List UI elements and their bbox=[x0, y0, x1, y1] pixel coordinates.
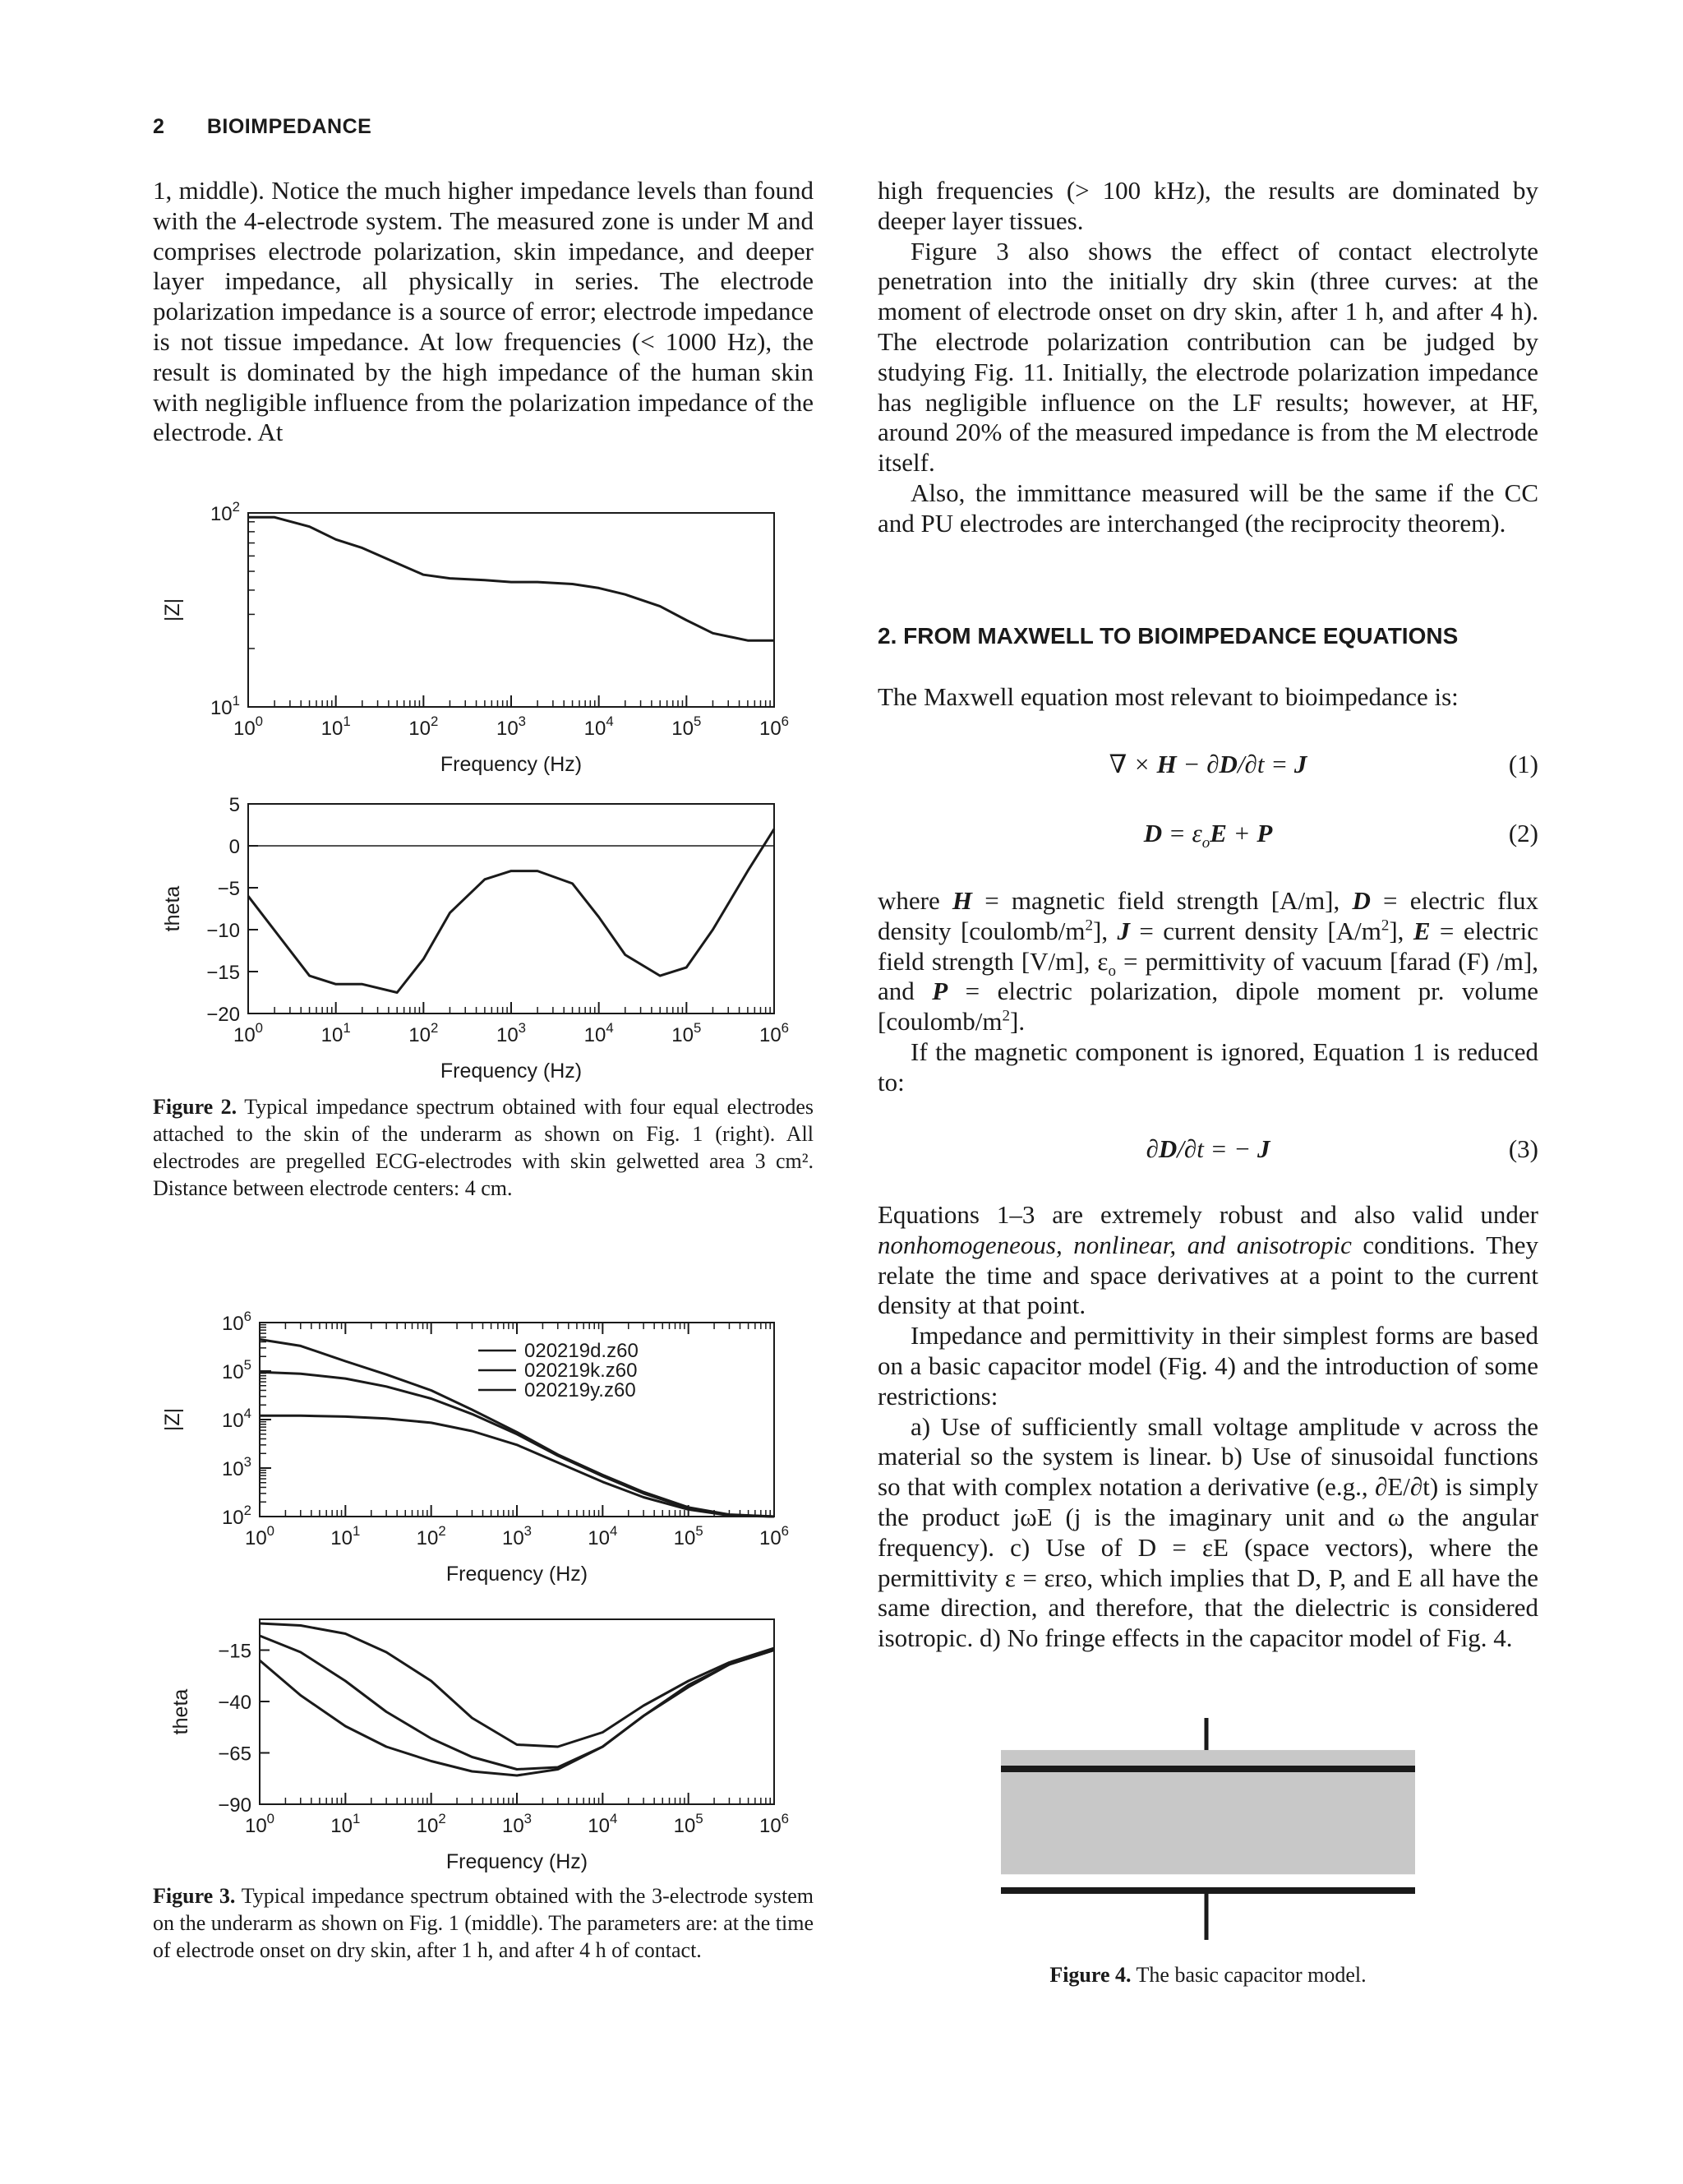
y-axis-label: |Z| bbox=[161, 598, 184, 622]
y-tick-label: $10^3$ bbox=[221, 1454, 251, 1480]
x-axis-label: Frequency (Hz) bbox=[440, 753, 583, 776]
def-eps: permittivity of vacuum [farad (F) /m], and bbox=[878, 946, 1538, 1006]
paragraph: The Maxwell equation most relevant to bioimpedance is: bbox=[878, 682, 1459, 711]
paragraph: Figure 3 also shows the effect of contact electrolyte penetration into the initially dry skin (three curves: at the moment of electrode onset on dry skin, after 1 h, and after 4 h). The electrode polarization contribution can be judged by studying Fig. 11. Initially, the electrode polarization impedance has negligible influence on the LF results; however, at HF, around 20% of the measured impedance is from the M electrode itself. bbox=[878, 236, 1538, 478]
caption-text: Typical impedance spectrum obtained with the 3-electrode system on the underarm as shown on Fig. 1 (middle). The parameters are: at the time of electrode onset on dry skin, after 1 h, and after 4 h of contact. bbox=[153, 1884, 814, 1962]
x-tick-label: $10^0$ bbox=[233, 1020, 264, 1046]
x-tick-label: $10^6$ bbox=[759, 1811, 790, 1837]
x-tick-label: $10^2$ bbox=[416, 1523, 446, 1549]
def-h: magnetic field strength [A/m], bbox=[1011, 886, 1340, 915]
y-tick-label: −65 bbox=[218, 1743, 251, 1766]
paragraph: Also, the immittance measured will be the same if the CC and PU electrodes are interchanged (the reciprocity theorem). bbox=[878, 478, 1538, 538]
y-tick-label: −15 bbox=[206, 962, 240, 984]
caption-label: Figure 4. bbox=[1049, 1963, 1132, 1987]
page-number: 2 bbox=[153, 115, 165, 138]
equation-2: $D = \varepsilon_oE + P$ (2) bbox=[1143, 819, 1538, 852]
legend-label: 020219y.z60 bbox=[524, 1379, 636, 1401]
text-run: Equations 1–3 are extremely robust and also valid under bbox=[878, 1200, 1538, 1229]
caption-text: The basic capacitor model. bbox=[1136, 1963, 1367, 1987]
x-tick-label: $10^2$ bbox=[416, 1811, 446, 1837]
y-tick-label: −20 bbox=[206, 1004, 240, 1026]
series-line bbox=[248, 829, 774, 993]
fig2-magnitude-chart bbox=[153, 493, 810, 777]
def-e: electric field strength [V/m], bbox=[878, 916, 1539, 976]
def-j: current density [A/m bbox=[1163, 916, 1381, 945]
x-tick-label: $10^3$ bbox=[496, 1020, 527, 1046]
y-axis-label: |Z| bbox=[161, 1407, 184, 1432]
x-tick-label: $10^2$ bbox=[408, 713, 439, 740]
x-tick-label: $10^6$ bbox=[759, 713, 790, 740]
x-tick-label: $10^0$ bbox=[244, 1523, 275, 1549]
series-line bbox=[248, 517, 774, 640]
equation-1: ∇ × H − ∂D/∂t = J (1) bbox=[1109, 750, 1538, 778]
left-column-text bbox=[153, 176, 814, 448]
capacitor-diagram bbox=[994, 1718, 1422, 1948]
figure4-caption bbox=[878, 1963, 1538, 1988]
x-tick-label: $10^6$ bbox=[759, 1523, 790, 1549]
y-tick-label: $10^6$ bbox=[221, 1309, 251, 1335]
x-tick-label: $10^4$ bbox=[583, 713, 614, 740]
y-tick-label: 0 bbox=[228, 836, 240, 858]
equation-number: (2) bbox=[1508, 819, 1538, 847]
fig2-phase-chart bbox=[153, 796, 810, 1085]
x-tick-label: $10^5$ bbox=[671, 1020, 702, 1046]
equation-number: (3) bbox=[1508, 1134, 1538, 1163]
figure3-caption bbox=[153, 1882, 814, 1964]
x-tick-label: $10^2$ bbox=[408, 1020, 439, 1046]
series-line bbox=[260, 1623, 774, 1747]
text-run-italic: nonhomogeneous, nonlinear, and anisotropic bbox=[878, 1230, 1352, 1259]
x-tick-label: $10^6$ bbox=[759, 1020, 790, 1046]
fig3-phase-chart bbox=[153, 1603, 810, 1873]
series-line bbox=[260, 1340, 774, 1517]
fig3-magnitude-chart bbox=[153, 1303, 810, 1586]
y-tick-label: $10^2$ bbox=[210, 499, 240, 525]
series-line bbox=[260, 1636, 774, 1770]
x-tick-label: $10^5$ bbox=[673, 1811, 703, 1837]
text-run: conditions. They relate the time and space derivatives at a point to the current density at that point. bbox=[878, 1230, 1538, 1320]
equation-number: (1) bbox=[1508, 750, 1538, 778]
series-line bbox=[260, 1651, 774, 1776]
x-tick-label: $10^4$ bbox=[583, 1020, 614, 1046]
bottom-plate bbox=[1001, 1887, 1415, 1894]
paragraph: 1, middle). Notice the much higher impedance levels than found with the 4-electrode system. The measured zone is under M and comprises electrode polarization, skin impedance, and deeper layer impedance, all physically in series. The electrode polarization impedance is a source of error; electrode impedance is not tissue impedance. At low frequencies (< 1000 Hz), the result is dominated by the high impedance of the human skin with negligible influence from the polarization impedance of the electrode. At bbox=[153, 176, 814, 447]
paragraph: Impedance and permittivity in their simplest forms are based on a basic capacitor model (Fig. 4) and the introduction of some restrictions: bbox=[878, 1321, 1538, 1411]
y-tick-label: 5 bbox=[228, 794, 240, 816]
right-column-text-bottom bbox=[878, 1200, 1538, 1654]
x-tick-label: $10^1$ bbox=[320, 1020, 351, 1046]
x-tick-label: $10^1$ bbox=[330, 1523, 361, 1549]
y-tick-label: $10^5$ bbox=[221, 1357, 251, 1383]
caption-label: Figure 3. bbox=[153, 1884, 236, 1908]
caption-text: Typical impedance spectrum obtained with four equal electrodes attached to the skin of the underarm as shown on Fig. 1 (right). All electrodes are pregelled ECG-electrodes with skin gelwetted area 3 cm². Distance between electrode centers: 4 cm. bbox=[153, 1095, 814, 1200]
y-tick-label: −15 bbox=[218, 1640, 251, 1663]
x-tick-label: $10^4$ bbox=[588, 1811, 618, 1837]
y-tick-label: −40 bbox=[218, 1692, 251, 1714]
def-d: electric flux density [coulomb/m bbox=[878, 886, 1539, 945]
running-header bbox=[153, 115, 371, 139]
symbol-definitions: where H = magnetic field strength [A/m], D = electric flux density $[coulomb/m^2]$, J = current density $[A/m^2]$, E = electric field strength [V/m], $\varepsilon_o$ = permittivity of vacuum [farad (F) /m], and P = electric polarization, dipole moment pr. volume $[coulomb/m^2]$. If the magnetic component is ignored, Equation 1 is reduced to: bbox=[878, 886, 1539, 1097]
y-tick-label: $10^4$ bbox=[221, 1406, 251, 1432]
x-tick-label: $10^3$ bbox=[496, 713, 527, 740]
x-tick-label: $10^5$ bbox=[673, 1523, 703, 1549]
x-axis-label: Frequency (Hz) bbox=[445, 1850, 588, 1873]
right-column-text-top bbox=[878, 176, 1538, 539]
y-tick-label: $10^1$ bbox=[210, 693, 240, 719]
y-axis-label: theta bbox=[161, 885, 184, 932]
figure2-caption bbox=[153, 1093, 814, 1202]
equation-3: ∂D/∂t = − J (3) bbox=[1146, 1134, 1538, 1163]
maxwell-intro bbox=[878, 682, 1538, 713]
legend-label: 020219k.z60 bbox=[524, 1360, 638, 1382]
legend-label: 020219d.z60 bbox=[524, 1340, 639, 1362]
journal-title: BIOIMPEDANCE bbox=[206, 115, 372, 138]
y-tick-label: −5 bbox=[217, 878, 240, 900]
x-tick-label: $10^3$ bbox=[501, 1811, 533, 1837]
paragraph: high frequencies (> 100 kHz), the results are dominated by deeper layer tissues. bbox=[878, 176, 1538, 235]
def-p: electric polarization, dipole moment pr. volume [coulomb/m bbox=[878, 977, 1538, 1037]
x-tick-label: $10^5$ bbox=[671, 713, 702, 740]
x-tick-label: $10^0$ bbox=[244, 1811, 275, 1837]
caption-label: Figure 2. bbox=[153, 1095, 237, 1119]
y-tick-label: −90 bbox=[218, 1794, 251, 1817]
x-tick-label: $10^4$ bbox=[588, 1523, 618, 1549]
x-tick-label: $10^1$ bbox=[330, 1811, 361, 1837]
y-tick-label: −10 bbox=[206, 920, 240, 942]
x-tick-label: $10^0$ bbox=[233, 713, 264, 740]
top-plate bbox=[1001, 1766, 1415, 1772]
paragraph: a) Use of sufficiently small voltage amplitude v across the material so the system is linear. b) Use of sinusoidal functions so that with complex notation a derivative (e.g., ∂E/∂t) is simply the product jωE (j is the imaginary unit and ω the angular frequency). c) Use of D = εE (space vectors), where the permittivity ε = εrεo, which implies that D, P, and E all have the same direction, and therefore, that the dielectric is considered isotropic. d) No fringe effects in the capacitor model of Fig. 4. bbox=[878, 1411, 1538, 1653]
y-axis-label: theta bbox=[169, 1688, 192, 1735]
plot-frame bbox=[248, 513, 774, 707]
section-title: 2. FROM MAXWELL TO BIOIMPEDANCE EQUATIONS bbox=[878, 623, 1459, 649]
x-tick-label: $10^1$ bbox=[320, 713, 351, 740]
plot-frame bbox=[260, 1323, 774, 1517]
x-axis-label: Frequency (Hz) bbox=[440, 1060, 583, 1083]
y-tick-label: $10^2$ bbox=[221, 1503, 251, 1529]
paragraph: If the magnetic component is ignored, Equation 1 is reduced to: bbox=[878, 1037, 1538, 1097]
x-tick-label: $10^3$ bbox=[501, 1523, 533, 1549]
x-axis-label: Frequency (Hz) bbox=[445, 1563, 588, 1586]
